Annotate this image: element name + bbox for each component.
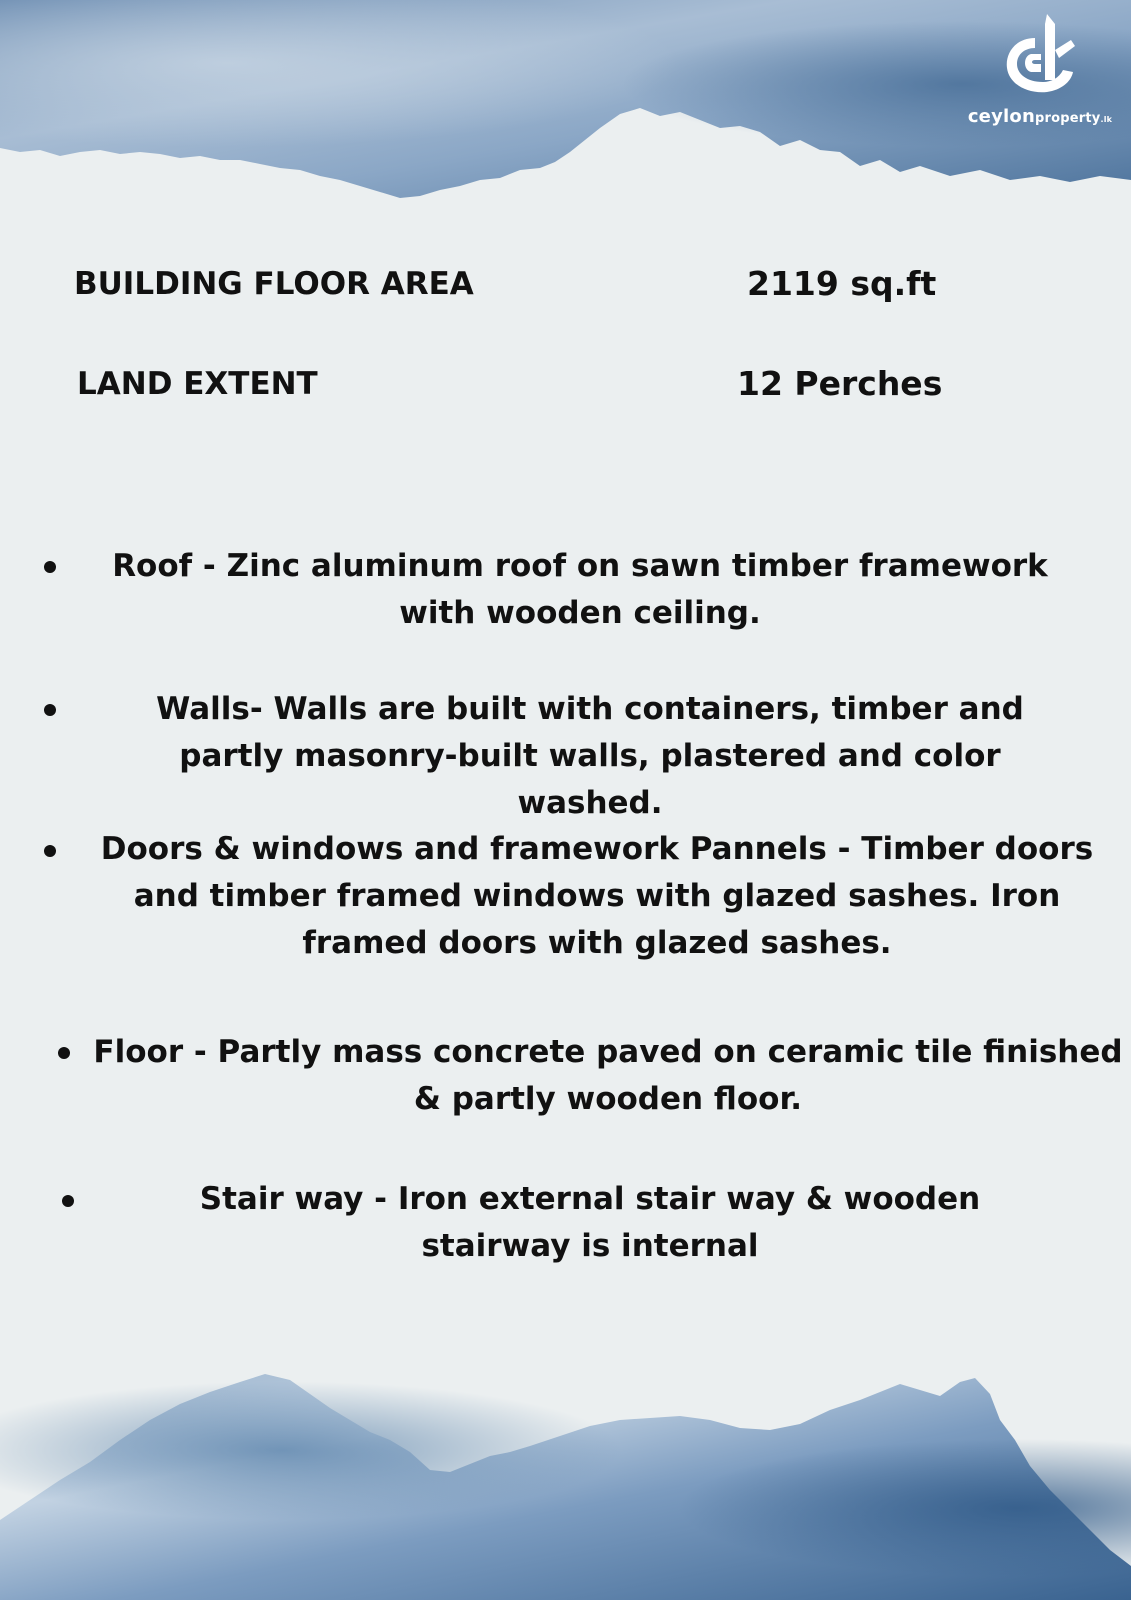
logo-mark-icon xyxy=(995,10,1083,102)
bullet-dot-stairway xyxy=(62,1195,74,1207)
feature-floor: Floor - Partly mass concrete paved on ceramic tile finished & partly wooden floor. xyxy=(93,1034,1123,1117)
logo-main-text: ceylon xyxy=(967,106,1035,127)
spec-label-land-extent: LAND EXTENT xyxy=(77,366,318,402)
logo-wordmark xyxy=(955,106,1125,127)
spec-value-land-extent: 12 Perches xyxy=(737,364,943,403)
logo-sub-text: property xyxy=(1034,111,1101,126)
bullet-dot-floor xyxy=(58,1047,70,1059)
brand-logo xyxy=(955,10,1125,130)
feature-stairway: Stair way - Iron external stair way & wooden stairway is internal xyxy=(199,1181,981,1264)
feature-roof: Roof - Zinc aluminum roof on sawn timber framework with wooden ceiling. xyxy=(112,548,1048,631)
bullet-dot-roof xyxy=(44,561,56,573)
spec-value-floor-area: 2119 sq.ft xyxy=(747,264,937,303)
feature-doors-windows: Doors & windows and framework Pannels - Timber doors and timber framed windows with glazed sashes. Iron framed doors with glazed sashes. xyxy=(100,831,1094,961)
spec-label-floor-area: BUILDING FLOOR AREA xyxy=(74,266,474,302)
logo-tld-text: .lk xyxy=(1100,115,1113,124)
bullet-dot-walls xyxy=(44,704,56,716)
bullet-dot-doors-windows xyxy=(44,845,56,857)
bottom-watercolor-decoration xyxy=(0,1370,1131,1600)
feature-walls: Walls- Walls are built with containers, timber and partly masonry-built walls, plastered and color washed. xyxy=(156,691,1024,821)
